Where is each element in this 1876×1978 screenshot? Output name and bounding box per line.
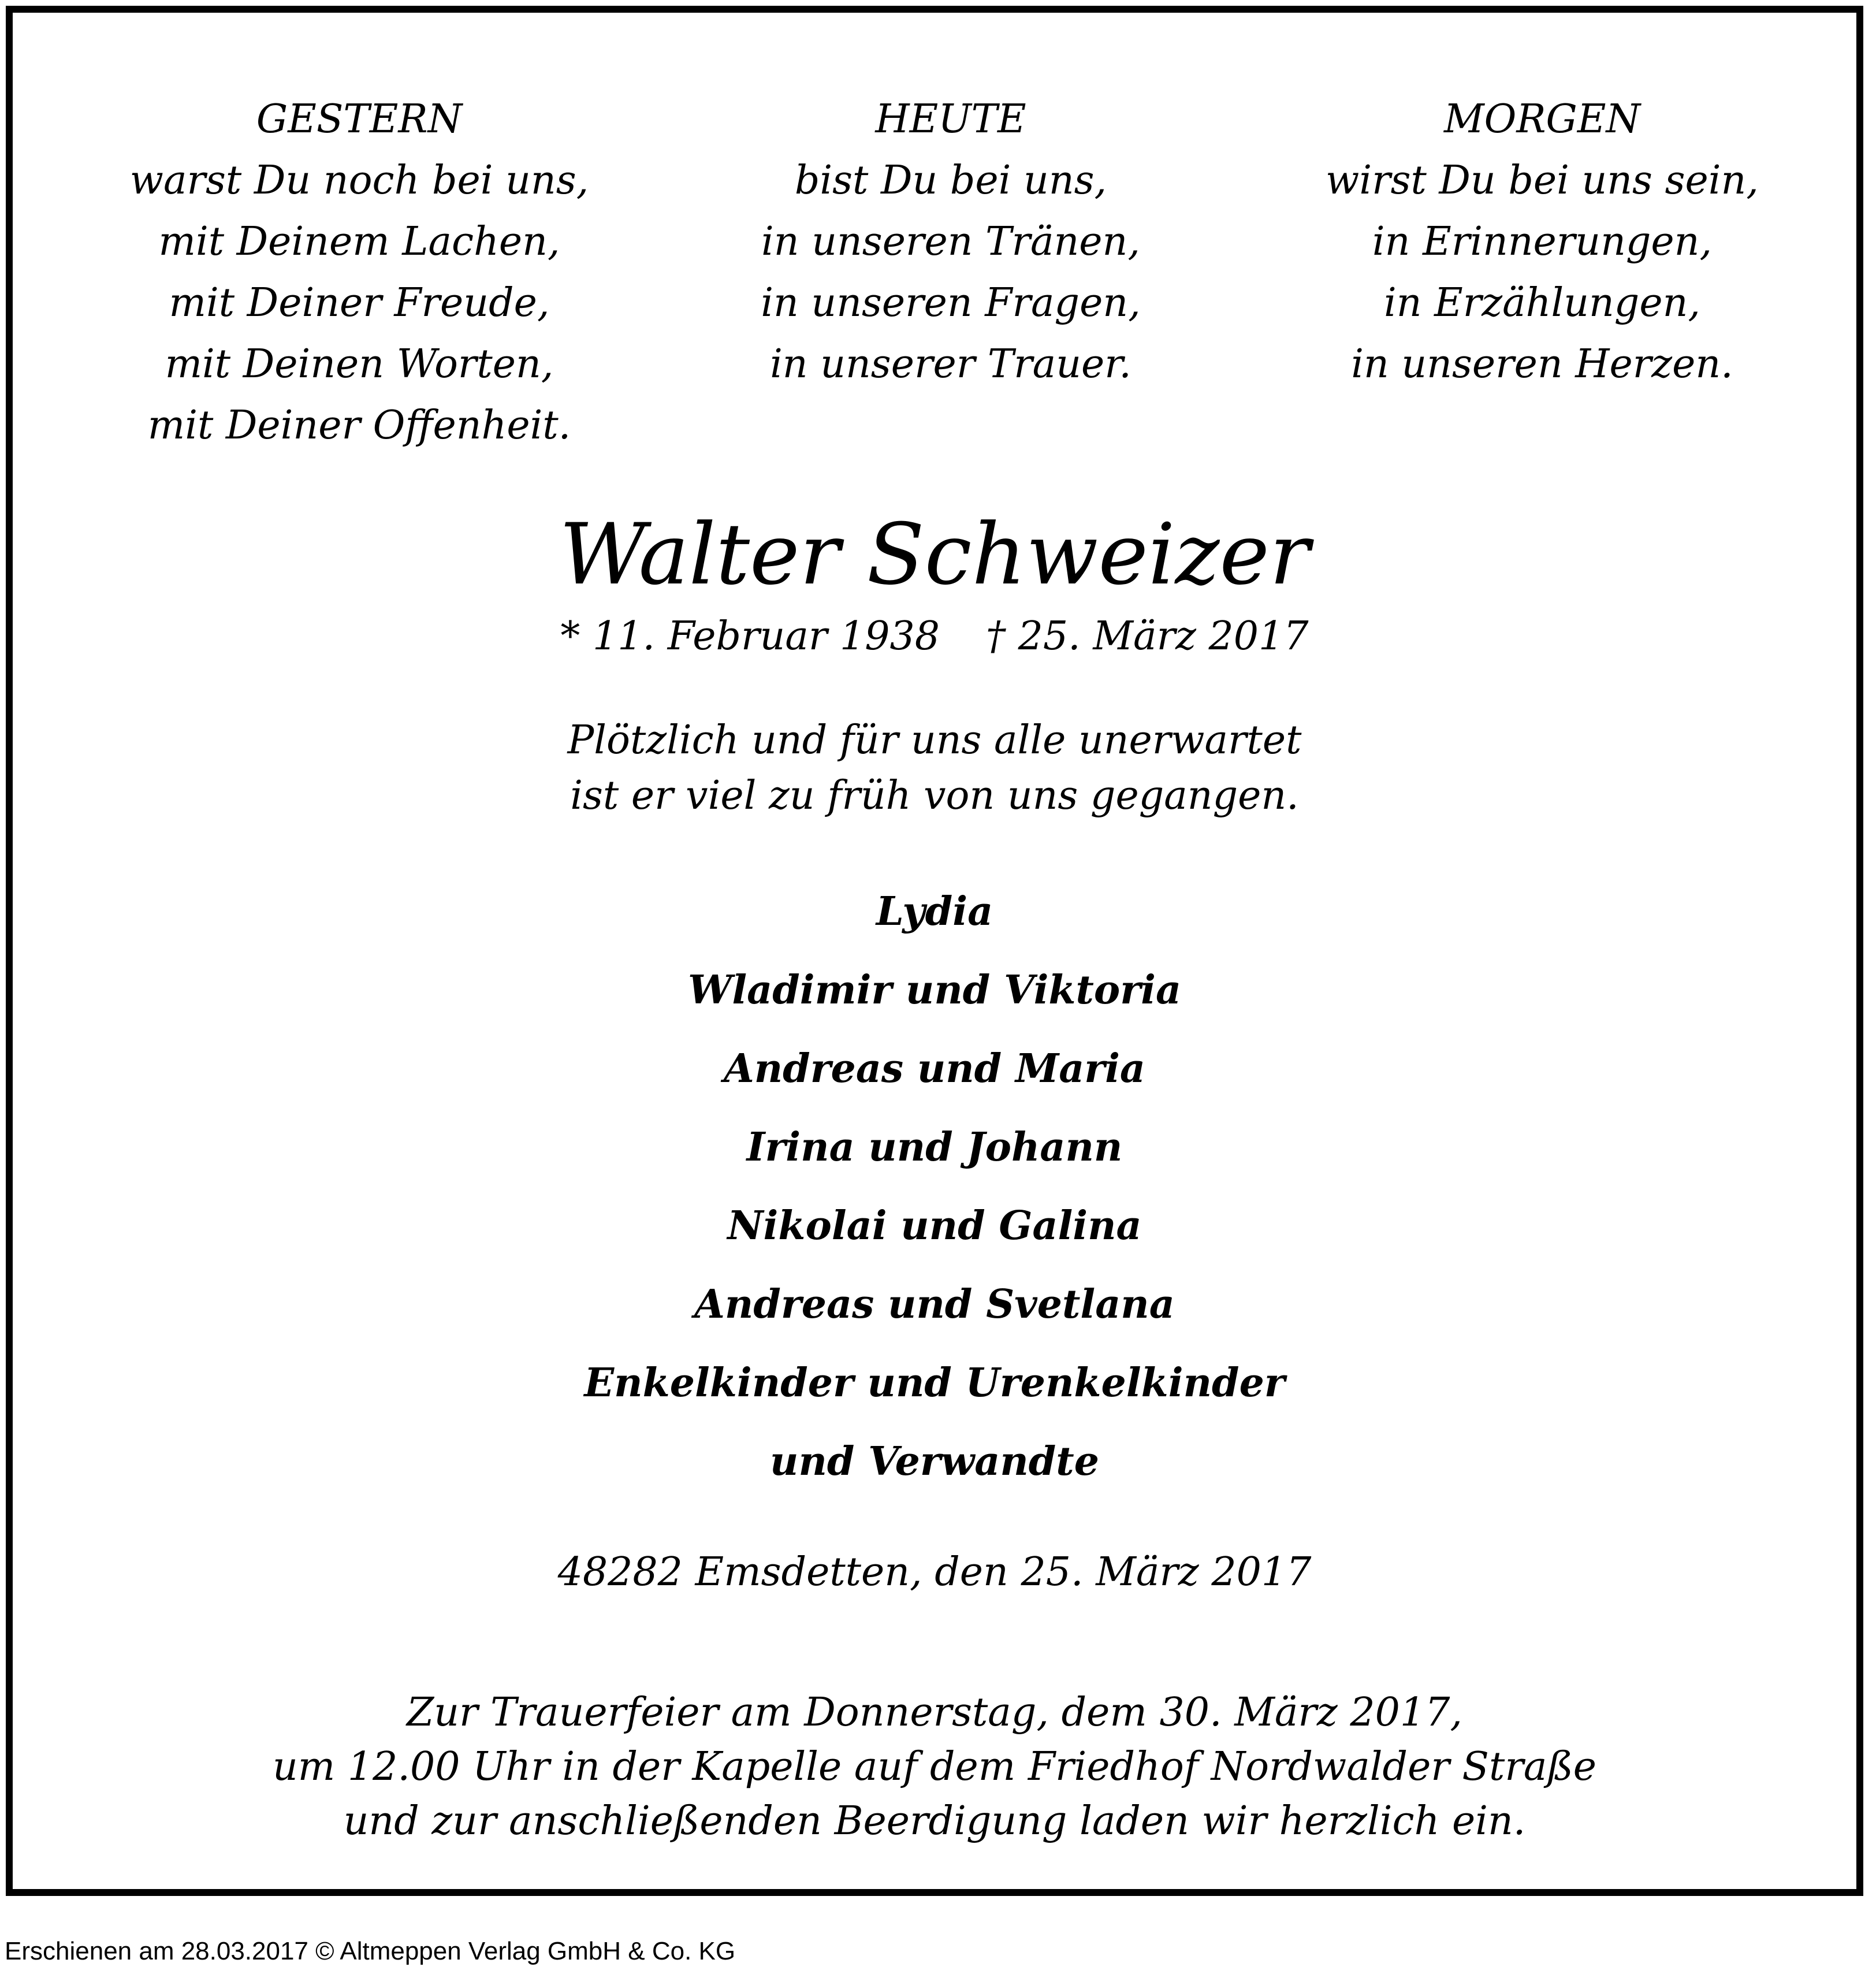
poem-line: in unseren Tränen, [761, 219, 1140, 265]
message-line: ist er viel zu früh von uns gegangen. [570, 773, 1299, 819]
ceremony-line: Zur Trauerfeier am Donnerstag, dem 30. März 2017, [407, 1690, 1462, 1735]
ceremony-info [13, 1686, 1856, 1849]
mourner-name: Andreas und Maria [723, 1046, 1145, 1092]
mourners-list [13, 872, 1856, 1501]
poem-line: in Erinnerungen, [1372, 219, 1713, 265]
poem-line: in Erzählungen, [1384, 280, 1700, 326]
poem-line: mit Deinen Worten, [165, 341, 554, 387]
poem-line: in unseren Herzen. [1351, 341, 1733, 387]
poem-line: mit Deiner Freude, [169, 280, 550, 326]
place-and-date: 48282 Emsdetten, den 25. März 2017 [557, 1549, 1312, 1595]
poem-column-heute [645, 89, 1257, 395]
poem-line: mit Deiner Offenheit. [147, 403, 571, 448]
mourner-name: Irina und Johann [746, 1124, 1123, 1170]
publication-footer: Erschienen am 28.03.2017 © Altmeppen Verlag GmbH & Co. KG [5, 1937, 736, 1965]
life-dates [13, 608, 1856, 665]
ceremony-line: um 12.00 Uhr in der Kapelle auf dem Friedhof Nordwalder Straße [272, 1744, 1597, 1790]
poem-heading: MORGEN [1443, 96, 1641, 142]
poem-column-gestern [53, 89, 665, 456]
poem-line: wirst Du bei uns sein, [1326, 158, 1759, 203]
poem-line: in unseren Fragen, [761, 280, 1141, 326]
birth-date: * 11. Februar 1938 [560, 614, 940, 659]
poem-line: warst Du noch bei uns, [129, 158, 589, 203]
mourner-name: und Verwandte [770, 1438, 1099, 1485]
mourner-name: Lydia [876, 888, 993, 935]
mourner-name: Andreas und Svetlana [694, 1281, 1175, 1328]
message-line: Plötzlich und für uns alle unerwartet [567, 717, 1302, 763]
poem-line: bist Du bei uns, [794, 158, 1107, 203]
death-date: † 25. März 2017 [986, 614, 1309, 659]
poem-line: mit Deinem Lachen, [158, 219, 560, 265]
obituary-notice [6, 6, 1863, 1896]
poem-line: in unserer Trauer. [770, 341, 1131, 387]
mourner-name: Nikolai und Galina [727, 1203, 1142, 1249]
deceased-name: Walter Schweizer [559, 505, 1310, 604]
poem-heading: HEUTE [875, 96, 1026, 142]
mourner-name: Wladimir und Viktoria [687, 967, 1182, 1013]
poem-heading: GESTERN [256, 96, 463, 142]
ceremony-line: und zur anschließenden Beerdigung laden wir herzlich ein. [343, 1798, 1526, 1844]
poem-column-morgen [1236, 89, 1848, 395]
message [13, 713, 1856, 824]
mourner-name: Enkelkinder und Urenkelkinder [584, 1360, 1285, 1406]
